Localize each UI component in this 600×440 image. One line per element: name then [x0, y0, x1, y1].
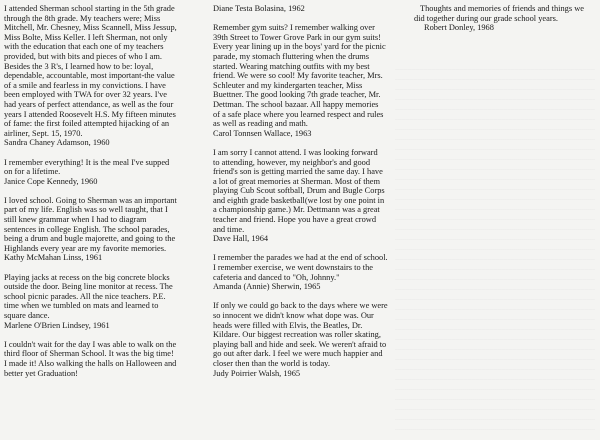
memory-entry	[4, 273, 200, 331]
column-2	[213, 4, 405, 388]
memory-text: I loved school. Going to Sherman was an important part of my life. English was so well taught, that I still knew grammar when I had to diagram sentences in college English. The school parades, being a drum and bugle majorette, and going to the Highlands every year are my favorite memories.	[4, 195, 177, 253]
memory-text: Remember gym suits? I remember walking over 39th Street to Tower Grove Park in our gym suits! Every year lining up in the boys' yard for the picnic parade, my stomach fluttering when the drums started. Wearing matching outfits with my best friend. We were so cool! My favorite teacher, Mrs. Schleuter and my kindergarten teacher, Miss Buettner. The good looking 7th grade teacher, Mr. Dettman. The school bazaar. All happy memories of a safe place where you learned respect and rules as well as reading and math.	[213, 23, 386, 129]
author-signature: Marlene O'Brien Lindsey, 1961	[4, 320, 110, 330]
memory-text: If only we could go back to the days where we were so innocent we didn't know what dope was. Our heads were filled with Elvis, the Beatles, Dr. Kildare. Our biggest recreation was roller skating, playing ball and hide and seek. We weren't afraid to go out after dark. I feel we were much happier and closer then than the world is today.	[213, 301, 388, 368]
memory-text: I couldn't wait for the day I was able to walk on the third floor of Sherman School. It was the big time! I made it! Also walking the halls on Halloween and better yet Graduation!	[4, 339, 177, 378]
author-signature: Amanda (Annie) Sherwin, 1965	[213, 282, 321, 292]
author-signature: Dave Hall, 1964	[213, 234, 269, 244]
memory-entry	[4, 196, 200, 263]
memory-text: I remember everything! It is the meal I've supped on for a lifetime.	[4, 157, 170, 177]
memory-entry	[414, 4, 596, 33]
memory-text: I am sorry I cannot attend. I was looking forward to attending, however, my neighbor's and good friend's son is getting married the same day. I have a lot of great memories at Sherman. Most of them playing Cub Scout softball, Drum and Bugle Corps and eighth grade basketball(we lost by one point in a championship game.) Mr. Dettmann was a great teacher and friend. Hope you have a great crowd and time.	[213, 147, 385, 234]
memory-entry	[213, 23, 405, 138]
memory-text: I remember the parades we had at the end of school. I remember exercise, we went downstairs to the cafeteria and danced to "Oh, Johnny."	[213, 253, 388, 282]
memory-entry	[4, 158, 200, 187]
memory-text: Playing jacks at recess on the big concrete blocks outside the door. Being line monitor at recess. The school picnic parades. All the nice teachers. P.E. time when we tumbled on mats and learned to square dance.	[4, 272, 173, 320]
memory-entry	[213, 301, 405, 378]
column-1	[4, 4, 200, 388]
memory-entry	[213, 4, 405, 14]
author-signature: Janice Cope Kennedy, 1960	[4, 176, 98, 186]
column-3	[414, 4, 596, 42]
memory-entry	[4, 4, 200, 148]
author-signature: Judy Poirrier Walsh, 1965	[213, 368, 301, 378]
author-signature: Robert Donley, 1968	[424, 23, 494, 33]
memory-entry	[213, 253, 405, 291]
author-signature: Kathy McMahan Linss, 1961	[4, 253, 103, 263]
author-signature: Carol Tonnsen Wallace, 1963	[213, 128, 312, 138]
author-signature: Sandra Chaney Adamson, 1960	[4, 138, 110, 148]
memory-entry	[213, 148, 405, 244]
memory-entry	[4, 340, 200, 378]
memory-text: Thoughts and memories of friends and things we did together during our grade school years.	[414, 4, 584, 23]
memory-text: I attended Sherman school starting in the 5th grade through the 8th grade. My teachers were; Miss Mitchell, Mr. Chesney, Miss Scannell, Miss Jessup, Miss Bolte, Miss Keller. I left Sherman, not only with the education that each one of my teachers provided, but with bits and pieces of who I am. Besides the 3 R's, I learned how to be: loyal, dependable, accountable, most important-the value of a smile and fearless in my convictions. I have been employed with TWA for over 32 years. I've had years of perfect attendance, as well as the four years I attended Roosevelt H.S. My fifteen minutes of fame: the first foiled attempted hijacking of an airliner, Sept. 15, 1970.	[4, 4, 177, 138]
author-signature: Diane Testa Bolasina, 1962	[213, 4, 305, 13]
faded-background-text	[395, 60, 595, 430]
